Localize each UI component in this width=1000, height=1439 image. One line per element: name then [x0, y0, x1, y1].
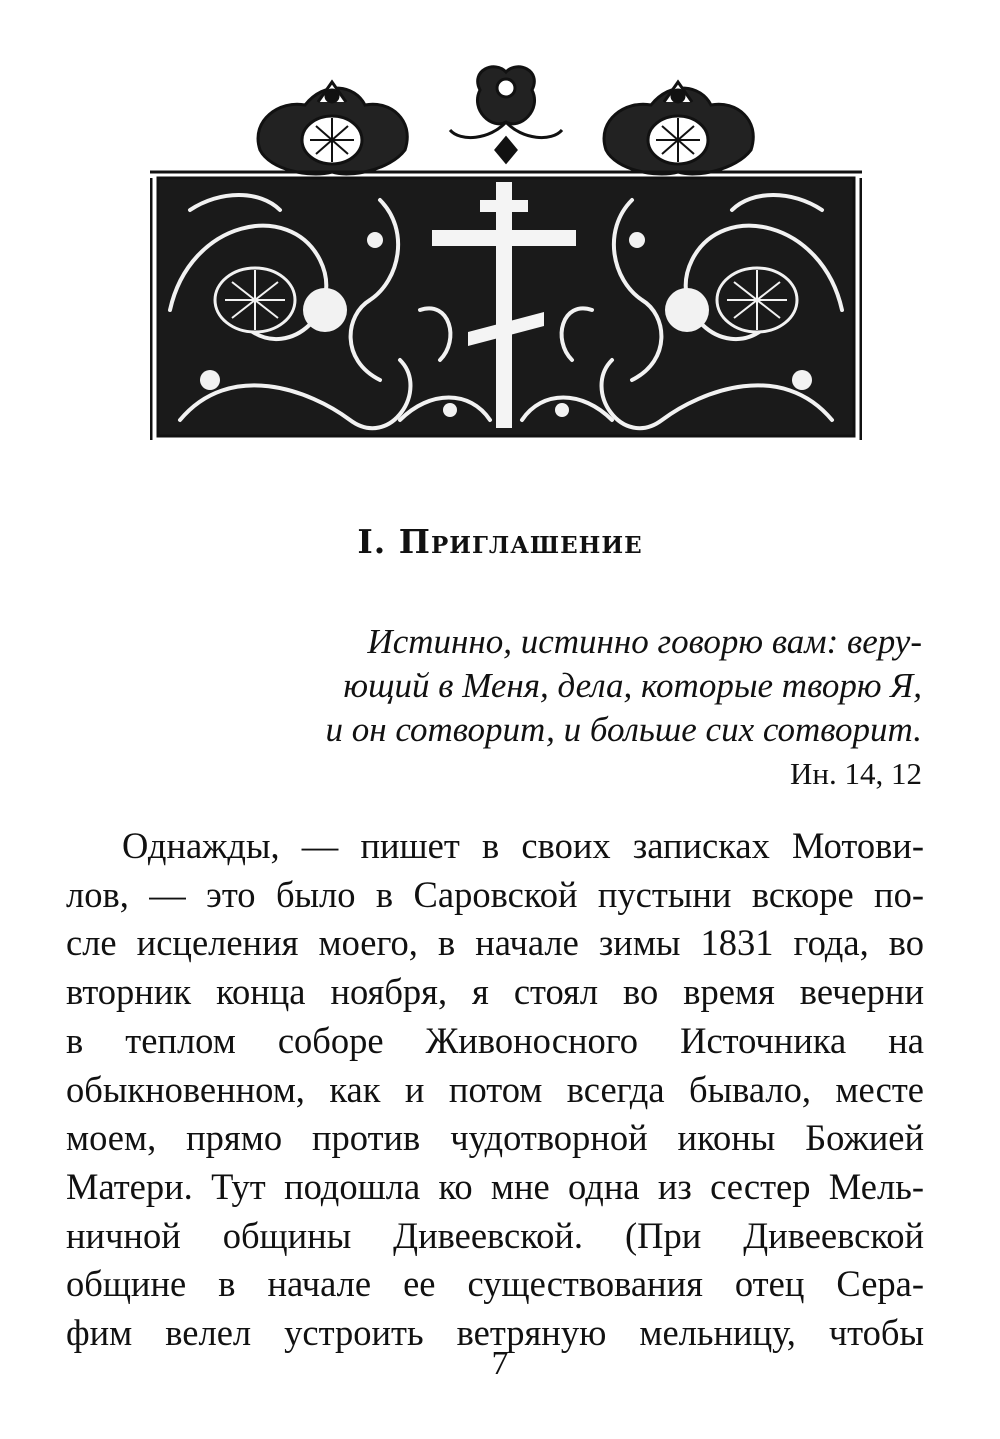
- orthodox-cross-floral-headpiece-icon: [150, 60, 862, 450]
- page-number: 7: [491, 1345, 509, 1382]
- body-line: сле исцеления моего, в начале зимы 1831 года, во: [66, 922, 924, 964]
- body-line: моем, прямо против чудотворной иконы Божией: [66, 1117, 924, 1159]
- body-line: лов, — это было в Саровской пустыни вскоре по-: [66, 873, 924, 915]
- epigraph-line: Истинно, истинно говорю вам: веру-: [367, 622, 922, 661]
- epigraph: [282, 620, 922, 752]
- body-line: в теплом соборе Живоносного Источника на: [66, 1019, 924, 1061]
- epigraph-line: и он сотворит, и больше сих сотворит.: [325, 710, 922, 749]
- body-line: ничной общины Дивеевской. (При Дивеевской: [66, 1214, 924, 1256]
- body-line: вторник конца ноября, я стоял во время вечерни: [66, 971, 924, 1013]
- body-line: фим велел устроить ветряную мельницу, чтобы: [66, 1312, 924, 1354]
- body-line: Матери. Тут подошла ко мне одна из сестер Мель-: [66, 1165, 924, 1207]
- body-line: Однажды, — пишет в своих записках Мотови-: [122, 825, 924, 866]
- epigraph-line: ющий в Меня, дела, которые творю Я,: [343, 666, 922, 705]
- epigraph-reference: Ин. 14, 12: [790, 756, 922, 791]
- body-paragraph: [66, 822, 924, 1358]
- chapter-title: I. Приглашение: [357, 522, 643, 561]
- body-line: общине в начале ее существования отец Сера-: [66, 1263, 924, 1305]
- body-line: обыкновенном, как и потом всегда бывало, месте: [66, 1068, 924, 1110]
